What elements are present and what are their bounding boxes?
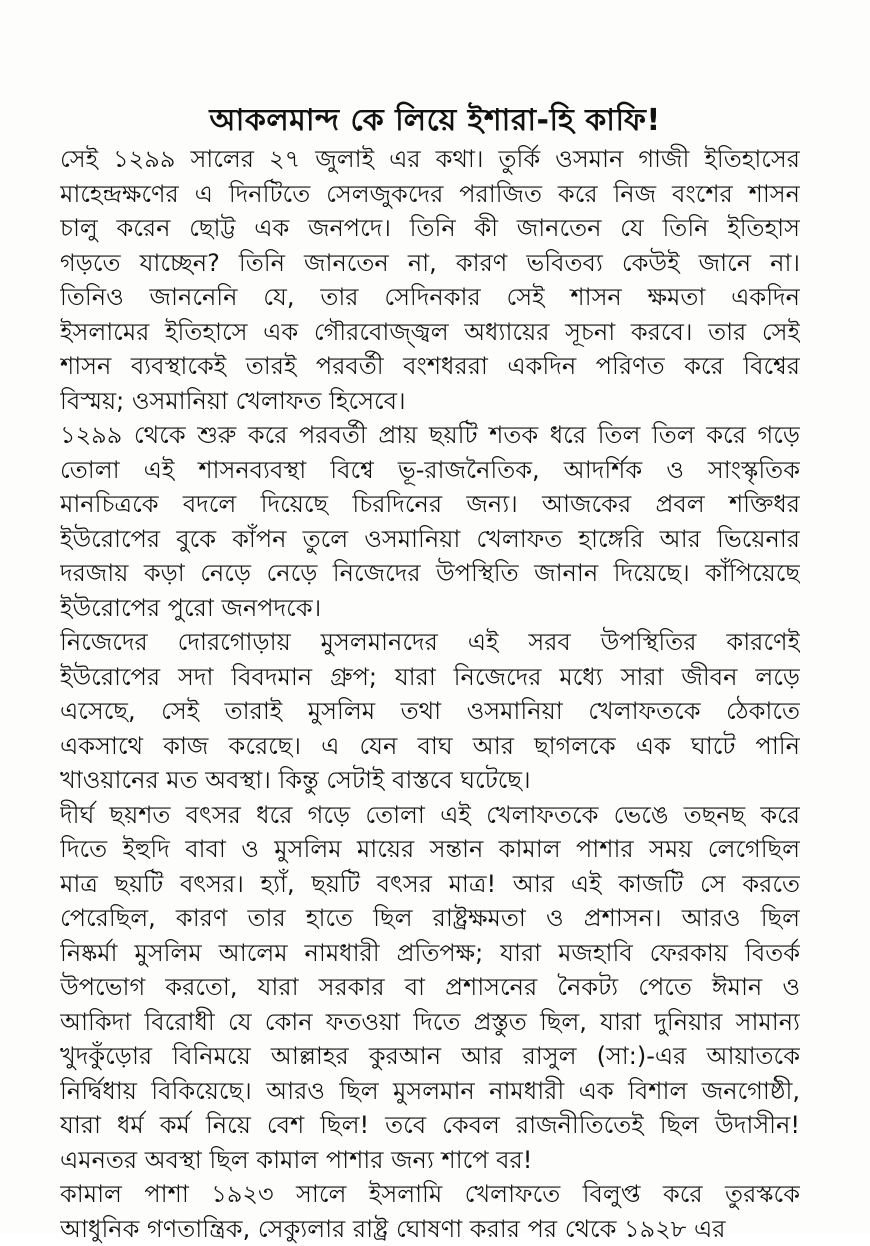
text-line: দরজায় কড়া নেড়ে নেড়ে নিজেদের উপস্থিতি জানান দিয়েছে। কাঁপিয়েছে [60, 556, 800, 591]
text-line: ইউরোপের সদা বিবদমান গ্রুপ; যারা নিজেদের মধ্যে সারা জীবন লড়ে [60, 660, 800, 695]
text-line: চালু করেন ছোট্ট এক জনপদে। তিনি কী জানতেন যে তিনি ইতিহাস [60, 211, 800, 246]
text-line: ১২৯৯ থেকে শুরু করে পরবর্তী প্রায় ছয়টি শতক ধরে তিল তিল করে গড়ে [60, 418, 800, 453]
text-line: শাসন ব্যবস্থাকেই তারই পরবর্তী বংশধররা একদিন পরিণত করে বিশ্বের [60, 349, 800, 384]
document-title: আকলমান্দ কে লিয়ে ইশারা-হি কাফি! [0, 96, 870, 147]
text-line: গড়তে যাচ্ছেন? তিনি জানতেন না, কারণ ভবিতব্য কেউই জানে না। [60, 246, 800, 281]
text-line: খাওয়ানের মত অবস্থা। কিন্তু সেটাই বাস্তবে ঘটেছে। [60, 763, 800, 798]
paragraph [60, 142, 800, 418]
text-line: সেই ১২৯৯ সালের ২৭ জুলাই এর কথা। তুর্কি ওসমান গাজী ইতিহাসের [60, 142, 800, 177]
text-line: মাহেন্দ্রক্ষণের এ দিনটিতে সেলজুকদের পরাজিত করে নিজ বংশের শাসন [60, 177, 800, 212]
text-line: আকিদা বিরোধী যে কোন ফতওয়া দিতে প্রস্তুত ছিল, যারা দুনিয়ার সামান্য [60, 1005, 800, 1040]
text-line: নিষ্কর্মা মুসলিম আলেম নামধারী প্রতিপক্ষ; যারা মজহাবি ফেরকায় বিতর্ক [60, 936, 800, 971]
text-line: যারা ধর্ম কর্ম নিয়ে বেশ ছিল! তবে কেবল রাজনীতিতেই ছিল উদাসীন! [60, 1108, 800, 1143]
text-line: পেরেছিল, কারণ তার হাতে ছিল রাষ্ট্রক্ষমতা ও প্রশাসন। আরও ছিল [60, 901, 800, 936]
text-line: তোলা এই শাসনব্যবস্থা বিশ্বে ভূ-রাজনৈতিক, আদর্শিক ও সাংস্কৃতিক [60, 453, 800, 488]
text-line: ইউরোপের পুরো জনপদকে। [60, 591, 800, 626]
text-line: এমনতর অবস্থা ছিল কামাল পাশার জন্য শাপে বর! [60, 1143, 800, 1178]
text-line: আধুনিক গণতান্ত্রিক, সেক্যুলার রাষ্ট্র ঘোষণা করার পর থেকে ১৯২৮ এর [60, 1212, 800, 1246]
text-line: নিজেদের দোরগোড়ায় মুসলমানদের এই সরব উপস্থিতির কারণেই [60, 625, 800, 660]
paragraph [60, 1177, 800, 1246]
paragraph [60, 798, 800, 1178]
text-line: মানচিত্রকে বদলে দিয়েছে চিরদিনের জন্য। আজকের প্রবল শক্তিধর [60, 487, 800, 522]
text-line: খুদকুঁড়োর বিনিময়ে আল্লাহর কুরআন আর রাসুল (সা:)-এর আয়াতকে [60, 1039, 800, 1074]
text-line: দীর্ঘ ছয়শত বৎসর ধরে গড়ে তোলা এই খেলাফতকে ভেঙে তছনছ করে [60, 798, 800, 833]
text-line: বিস্ময়; ওসমানিয়া খেলাফত হিসেবে। [60, 384, 800, 419]
text-line: দিতে ইহুদি বাবা ও মুসলিম মায়ের সন্তান কামাল পাশার সময় লেগেছিল [60, 832, 800, 867]
text-line: তিনিও জাননেনি যে, তার সেদিনকার সেই শাসন ক্ষমতা একদিন [60, 280, 800, 315]
text-line: মাত্র ছয়টি বৎসর। হ্যাঁ, ছয়টি বৎসর মাত্র! আর এই কাজটি সে করতে [60, 867, 800, 902]
paragraph [60, 625, 800, 798]
paragraph [60, 418, 800, 625]
text-line: এসেছে, সেই তারাই মুসলিম তথা ওসমানিয়া খেলাফতকে ঠেকাতে [60, 694, 800, 729]
text-line: কামাল পাশা ১৯২৩ সালে ইসলামি খেলাফতে বিলুপ্ত করে তুরস্ককে [60, 1177, 800, 1212]
text-line: ইসলামের ইতিহাসে এক গৌরবোজ্জ্বল অধ্যায়ের সূচনা করবে। তার সেই [60, 315, 800, 350]
document-body [60, 142, 800, 1246]
text-line: নির্দ্বিধায় বিকিয়েছে। আরও ছিল মুসলমান নামধারী এক বিশাল জনগোষ্ঠী, [60, 1074, 800, 1109]
text-line: একসাথে কাজ করেছে। এ যেন বাঘ আর ছাগলকে এক ঘাটে পানি [60, 729, 800, 764]
text-line: ইউরোপের বুকে কাঁপন তুলে ওসমানিয়া খেলাফত হাঙ্গেরি আর ভিয়েনার [60, 522, 800, 557]
text-line: উপভোগ করতো, যারা সরকার বা প্রশাসনের নৈকট্য পেতে ঈমান ও [60, 970, 800, 1005]
